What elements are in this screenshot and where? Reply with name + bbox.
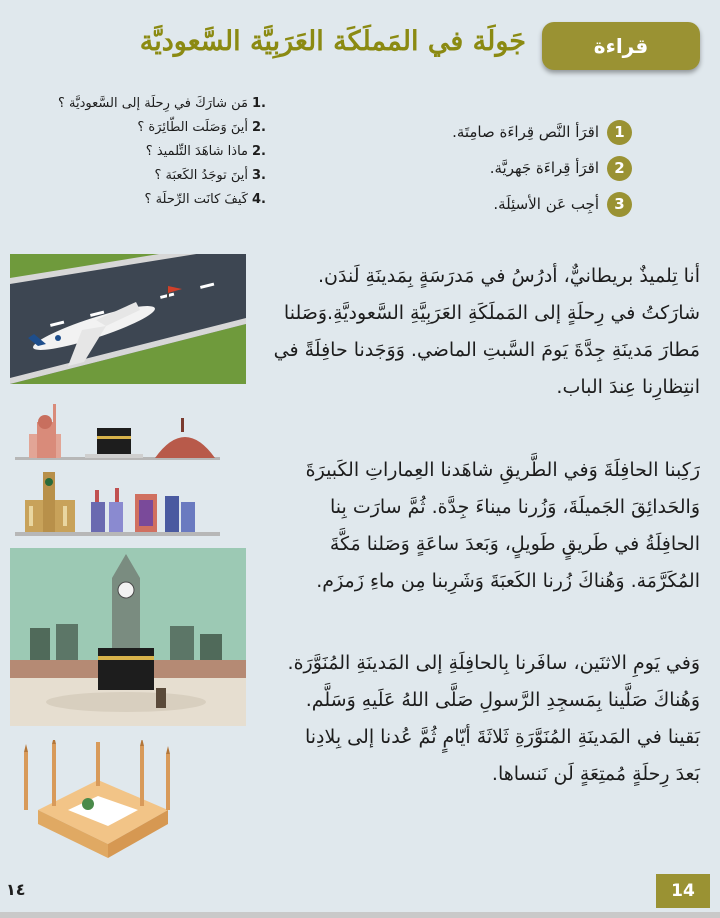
question-item [96,116,266,140]
page-number-arabic: ١٤ [6,880,26,899]
question-item [96,188,266,212]
page-number-badge [656,874,710,908]
question-item [96,164,266,188]
text-line: وَفي يَومِ الاثنَين، سافَرنا بِالحافِلَةِ إلى المَدينَةِ المُنَوَّرَة. [287,652,700,674]
instruction-item [440,186,632,222]
question-number: .2 [252,120,266,135]
text-line: رَكِبنا الحافِلَةَ وَفي الطَّريقِ شاهَدنا العِماراتِ الكَبيرَةَ [305,459,700,481]
section-badge-label: قراءة [593,34,649,58]
question-number: .2 [252,144,266,159]
question-text: ماذا شاهَدَ التِّلميذ ؟ [145,144,248,159]
instruction-text: اقرَأ النَّص قِراءَة صامِتَة. [452,123,599,141]
section-badge [542,22,700,70]
question-item [58,92,266,116]
question-number: .4 [252,192,266,207]
airplane-runway-illustration [10,254,246,384]
instruction-item [440,114,632,150]
reading-paragraph [262,258,700,406]
instruction-number-circle: 1 [607,120,632,145]
page-title: جَولَة في المَملَكَة العَرَبِيَّة السَّعوديَّة [139,26,526,57]
footer-bar [0,912,720,918]
text-line: شارَكتُ في رِحلَةٍ إلى المَملَكَةِ العَرَبِيَّةِ السَّعوديَّةِ.وَصَلنا [283,302,700,324]
text-line: المُكَرَّمَة. وَهُناكَ زُرنا الكَعبَةَ وَشَرِبنا مِن ماءِ زَمزَم. [316,570,700,592]
instruction-item [440,150,632,186]
landmarks-illustration-top [15,400,220,460]
text-line: مَطارَ مَدينَةِ جِدَّةَ يَومَ السَّبتِ الماضي. وَوَجَدنا حافِلَةً في [273,339,700,361]
text-line: بَعدَ رِحلَةٍ مُمتِعَةٍ لَن نَنساها. [491,763,700,785]
text-line: انتِظارِنا عِندَ الباب. [556,376,700,398]
instruction-text: أجِب عَن الأسئِلَة. [493,195,599,213]
text-line: أنا تِلميذٌ بريطانيٌّ، أدرُسُ في مَدرَسَةٍ بِمَدينَةِ لَندَن. [318,265,700,287]
question-item [96,140,266,164]
question-text: أينَ وَصَلَت الطّائِرَة ؟ [137,120,248,135]
questions-list [58,92,266,212]
medina-mosque-illustration [18,740,180,860]
reading-paragraph [262,645,700,793]
text-line: وَالحَدائِقَ الجَميلَةَ، وَزُرنا ميناءَ جِدَّة. ثُمَّ سارَت بِنا [329,496,700,518]
text-line: وَهُناكَ صَلَّينا بِمَسجِدِ الرَّسولِ صَلَّى اللهُ عَلَيهِ وَسَلَّم. [305,689,700,711]
mecca-kaaba-illustration [10,548,246,726]
reading-paragraph [262,452,700,600]
instruction-number-circle: 3 [607,192,632,217]
instructions-list [440,114,632,222]
question-text: مَن شارَكَ في رِحلَة إلى السَّعوديَّة ؟ [58,96,248,111]
text-line: الحافِلَةُ في طَريقٍ طَويلٍ، وَبَعدَ ساعَةٍ وَصَلنا مَكَّةَ [329,533,700,555]
instruction-number-circle: 2 [607,156,632,181]
instruction-text: اقرَأ قِراءَة جَهريَّة. [489,159,599,177]
question-text: كَيفَ كانَت الرِّحلَة ؟ [144,192,248,207]
question-number: .1 [252,96,266,111]
landmarks-illustration-towers [15,466,220,536]
question-text: أينَ توجَدُ الكَعبَة ؟ [154,168,248,183]
page-number: 14 [671,881,695,901]
text-line: بَقينا في المَدينَةِ المُنَوَّرَةِ ثَلاثَةَ أيّامٍ ثُمَّ عُدنا إلى بِلادِنا [304,726,700,748]
question-number: .3 [252,168,266,183]
